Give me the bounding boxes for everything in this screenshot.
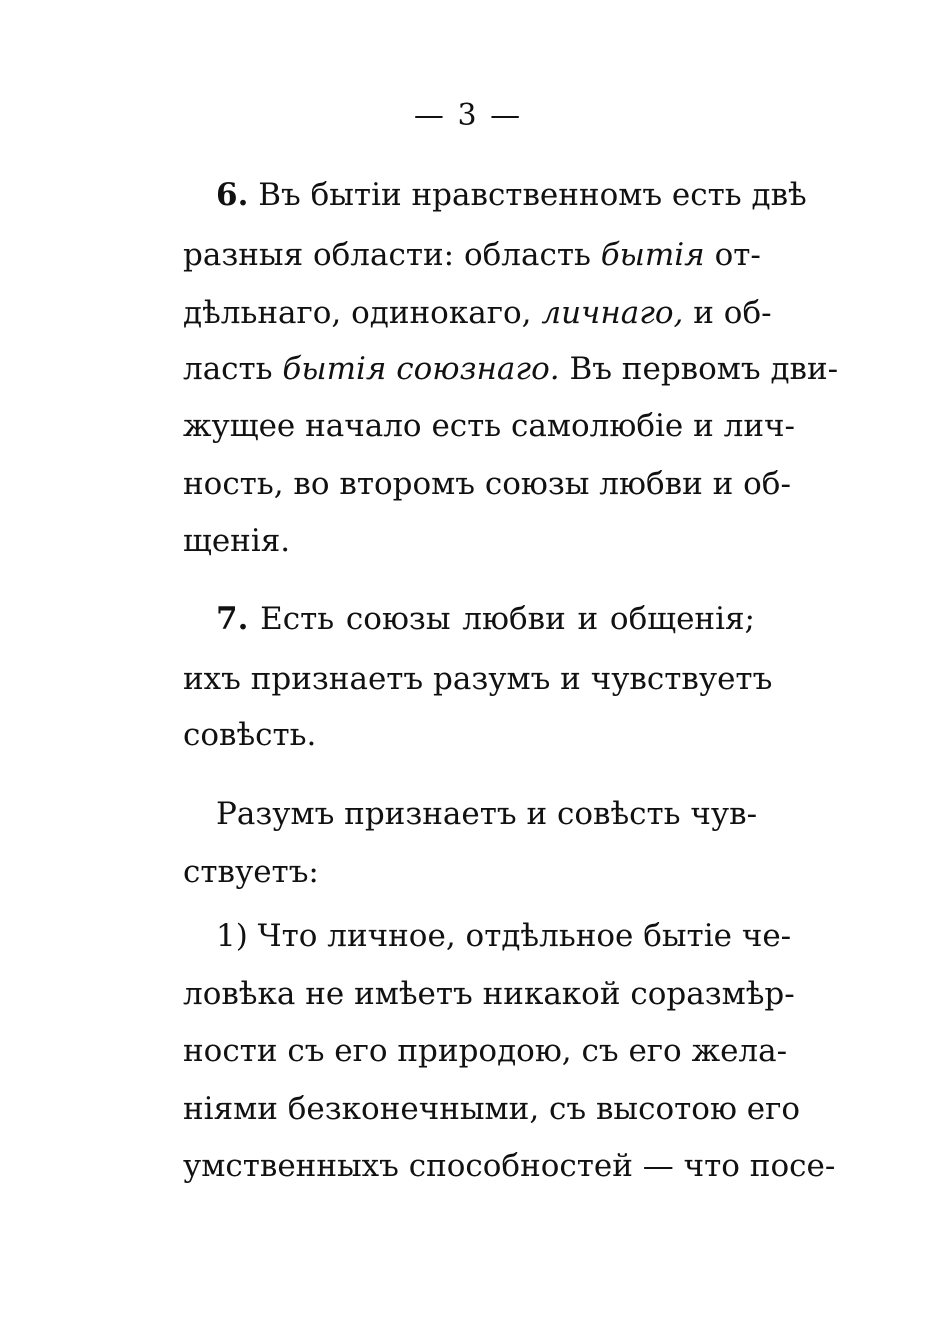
- text-line: [183, 1022, 788, 1080]
- text-line: [183, 340, 839, 398]
- text-line: [183, 284, 772, 342]
- text-line: [183, 1080, 801, 1138]
- text-line: [183, 512, 755, 570]
- italic-span: бытія союзнаго.: [282, 351, 560, 387]
- text-line: [216, 590, 755, 648]
- text-line: [183, 650, 773, 708]
- text-line: [183, 455, 791, 513]
- text-span: разныя области: область: [183, 237, 601, 273]
- text-span: умственныхъ способностей — что посе-: [183, 1148, 836, 1184]
- text-span: жущее начало есть самолюбіе и лич-: [183, 408, 795, 444]
- text-span: и об-: [683, 295, 772, 331]
- text-span: ности съ его природою, съ его жела-: [183, 1033, 788, 1069]
- text-span: ихъ признаетъ разумъ и чувствуетъ: [183, 661, 773, 697]
- section-number: 7.: [216, 601, 249, 637]
- text-span: Въ бытіи нравственномъ есть двѣ: [248, 177, 807, 213]
- text-line: [183, 706, 755, 764]
- text-span: ніями безконечными, съ высотою его: [183, 1091, 801, 1127]
- text-span: ствуетъ:: [183, 854, 319, 890]
- text-line: [216, 907, 792, 965]
- text-line: [183, 843, 755, 901]
- text-line: [183, 1137, 836, 1195]
- text-span: ность, во второмъ союзы любви и об-: [183, 466, 791, 502]
- text-span: ловѣка не имѣетъ никакой соразмѣр-: [183, 976, 795, 1012]
- italic-span: бытія: [600, 237, 705, 273]
- page-number: — 3 —: [413, 98, 523, 133]
- text-span: 1) Что личное, отдѣльное бытіе че-: [216, 918, 792, 954]
- text-line: [183, 397, 795, 455]
- text-span: щенія.: [183, 523, 291, 559]
- text-span: Въ первомъ дви-: [559, 351, 839, 387]
- section-number: 6.: [216, 177, 249, 213]
- text-line: [216, 785, 758, 843]
- italic-span: личнаго,: [541, 295, 684, 331]
- text-span: совѣсть.: [183, 717, 317, 753]
- text-span: ласть: [183, 351, 283, 387]
- text-line: [183, 226, 761, 284]
- text-span: Разумъ признаетъ и совѣсть чув-: [216, 796, 758, 832]
- text-span: Есть союзы любви и общенія;: [248, 601, 755, 637]
- text-span: дѣльнаго, одинокаго,: [183, 295, 542, 331]
- text-line: [216, 166, 807, 224]
- text-line: [183, 965, 795, 1023]
- text-span: от-: [704, 237, 761, 273]
